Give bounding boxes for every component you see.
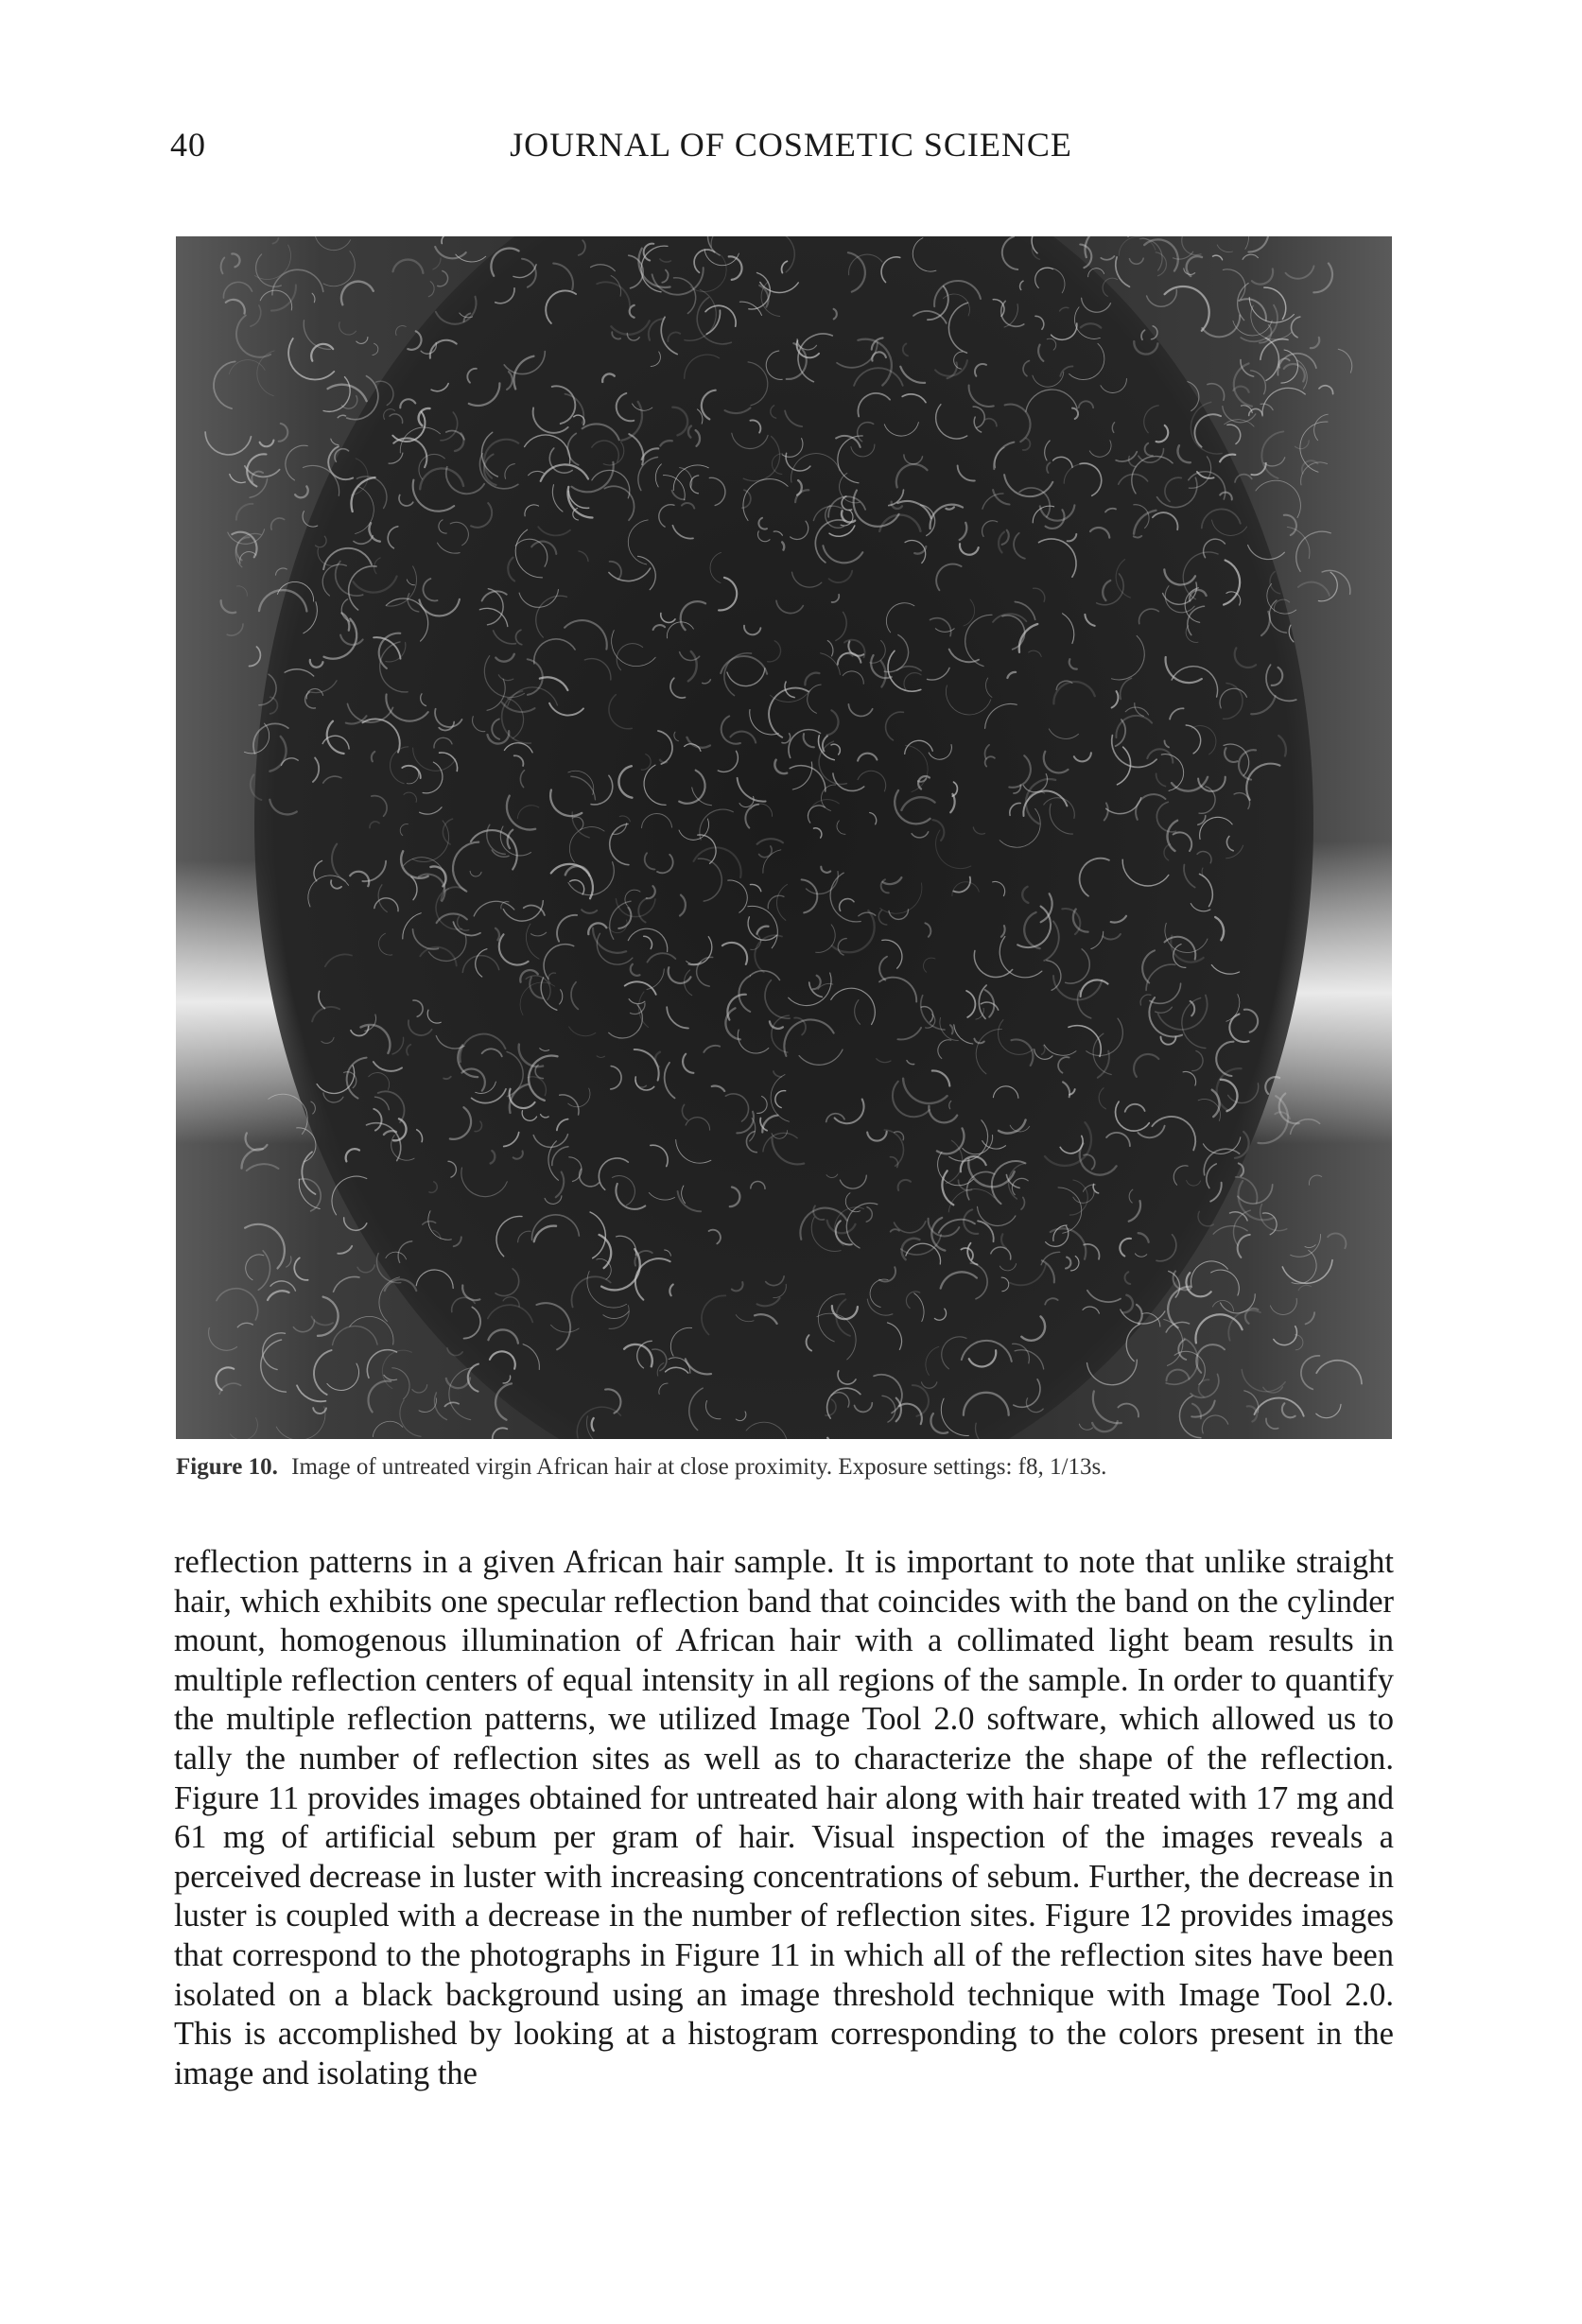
figure-caption (176, 1454, 1405, 1481)
hair-sample-image (176, 236, 1392, 1439)
figure-label: Figure 10. (176, 1454, 278, 1480)
hair-mass (254, 236, 1313, 1439)
figure-caption-text: Image of untreated virgin African hair at close proximity. Exposure settings: f8, 1/13s. (291, 1454, 1107, 1480)
page-number: 40 (170, 126, 206, 164)
journal-title: JOURNAL OF COSMETIC SCIENCE (510, 126, 1072, 164)
hair-sample-photo (176, 236, 1392, 1439)
body-paragraph: reflection patterns in a given African hair sample. It is important to note that unlike straight hair, which exhibits one specular reflection band that coincides with the band on the cylinder mount, homogenous illumination of African hair with a collimated light beam results in multiple reflection centers of equal intensity in all regions of the sample. In order to quantify the multiple reflection patterns, we utilized Image Tool 2.0 software, which allowed us to tally the number of reflection sites as well as to characterize the shape of the reflection. Figure 11 provides images obtained for untreated hair along with hair treated with 17 mg and 61 mg of artificial sebum per gram of hair. Visual inspection of the images reveals a perceived decrease in luster with increasing concentrations of sebum. Further, the decrease in luster is coupled with a decrease in the number of reflection sites. Figure 12 provides images that correspond to the photographs in Figure 11 in which all of the reflection sites have been isolated on a black background using an image threshold technique with Image Tool 2.0. This is accomplished by looking at a histogram corresponding to the colors present in the image and isolating the (174, 1544, 1394, 2091)
